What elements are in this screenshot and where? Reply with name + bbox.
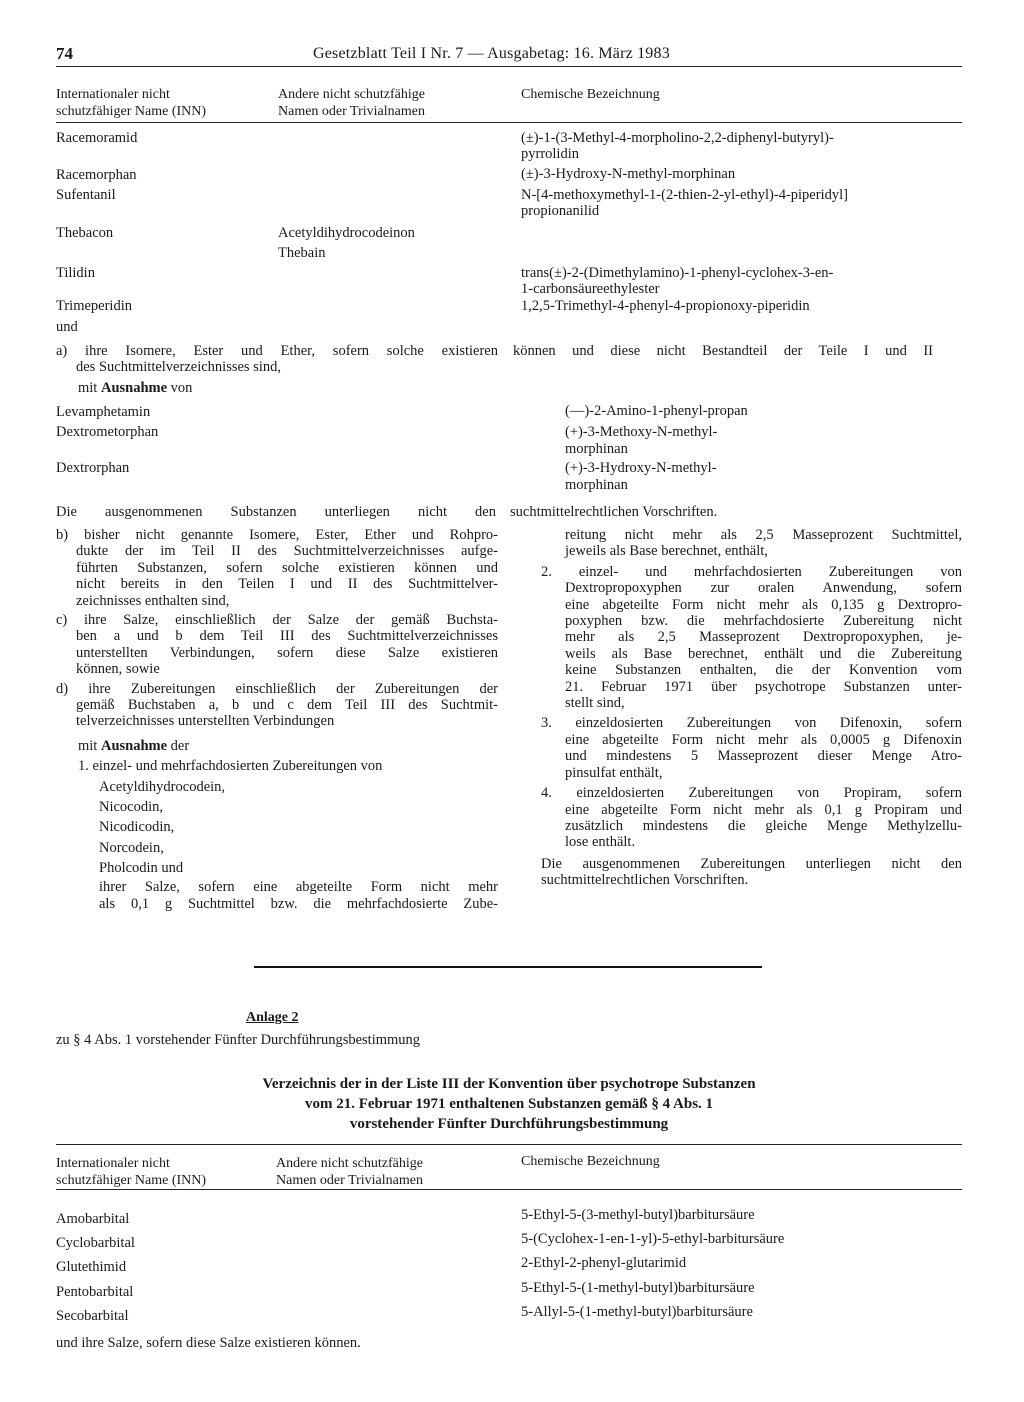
clause-line: zeichnisses enthalten sind, <box>76 592 230 609</box>
clause-line: poxyphen bzw. die mehrfachdosierte Zubereitung nicht <box>565 613 962 630</box>
table-cell-chem: 5-(Cyclohex-1-en-1-yl)-5-ethyl-barbitursäure <box>521 1231 785 1248</box>
list-item: Nicocodin, <box>99 799 164 816</box>
clause-line: pinsulfat enthält, <box>565 764 663 781</box>
text-fragment: mit <box>78 737 101 754</box>
item-4 <box>541 785 962 851</box>
col-header-other-line: Namen oder Trivialnamen <box>278 104 425 119</box>
excluded-text-left: Die ausgenommenen Substanzen unterliegen nicht den <box>56 504 496 520</box>
table-cell-inn: Pentobarbital <box>56 1283 134 1300</box>
exception-chem: (+)-3-Methoxy-N-methyl- <box>565 424 718 440</box>
exception-name: Dextrometorphan <box>56 424 159 440</box>
und-label: und <box>56 319 78 335</box>
inn-racemoramid: Racemoramid <box>56 130 138 146</box>
clause-d <box>56 681 498 730</box>
exception-name: Dextrorphan <box>56 460 130 476</box>
col-header-chem: Chemische Bezeichnung <box>521 87 660 102</box>
list-item: Pholcodin und <box>99 860 184 877</box>
t2-col-header-chem: Chemische Bezeichnung <box>521 1154 660 1169</box>
clause-b <box>56 527 498 609</box>
col-header-other <box>278 86 425 120</box>
exception-chem: (—)-2-Amino-1-phenyl-propan <box>565 403 748 419</box>
clause-line: 2. einzel- und mehrfachdosierten Zubereitungen von <box>541 563 962 580</box>
chem-trimeperidin: 1,2,5-Trimethyl-4-phenyl-4-propionoxy-piperidin <box>521 298 810 314</box>
col-header-inn-line: schutzfähiger Name (INN) <box>56 104 207 119</box>
section-divider <box>254 966 762 968</box>
mit-ausnahme-der <box>56 738 498 755</box>
clause-line: jeweils als Base berechnet, enthält, <box>565 543 768 560</box>
clause-line: b) bisher nicht genannte Isomere, Ester, Ether und Rohpro- <box>56 527 498 543</box>
col-header-other-line: Andere nicht schutzfähige <box>278 87 425 102</box>
clause-line: eine abgeteilte Form nicht mehr als 0,0005 g Difenoxin <box>565 731 962 748</box>
clause-line: gemäß Buchstaben a, b und c dem Teil III des Suchtmit- <box>76 697 498 714</box>
header-rule <box>56 66 962 67</box>
col-header-other-line: Namen oder Trivialnamen <box>276 1173 423 1188</box>
clause-line: telverzeichnisses unterstellten Verbindungen <box>76 713 335 730</box>
right-column <box>541 527 962 889</box>
table2-top-rule <box>56 1144 962 1145</box>
item-2 <box>541 564 962 712</box>
table-cell-inn: Secobarbital <box>56 1307 129 1324</box>
text-fragment: der <box>167 737 190 754</box>
clause-line: 3. einzeldosierten Zubereitungen von Difenoxin, sofern <box>541 715 962 732</box>
heading-line: vom 21. Februar 1971 enthaltenen Substanzen gemäß § 4 Abs. 1 <box>304 1096 714 1112</box>
table2-footer: und ihre Salze, sofern diese Salze existieren können. <box>56 1335 361 1351</box>
table-cell-chem: 5-Ethyl-5-(1-methyl-butyl)barbitursäure <box>521 1279 755 1296</box>
clause-a-line: des Suchtmittelverzeichnisses sind, <box>76 359 281 375</box>
inn-tilidin: Tilidin <box>56 265 95 281</box>
text-fragment: mit <box>78 380 101 396</box>
excluded-text-right: suchtmittelrechtlichen Vorschriften. <box>510 504 718 520</box>
clause-line: eine abgeteilte Form nicht mehr als 0,135 g Dextropro- <box>565 596 962 613</box>
clause-line: mehr als 2,5 Masseprozent Dextropropoxyphen, je- <box>565 629 962 646</box>
item-1-continued <box>541 527 962 560</box>
chem-sufentanil: N-[4-methoxymethyl-1-(2-thien-2-yl-ethyl)-4-piperidyl] <box>521 187 848 203</box>
clause-a-right: können und diese nicht Bestandteil der Teile I und II <box>513 343 933 359</box>
list-item: Acetyldihydrocodein, <box>99 778 226 795</box>
col-header-other-line: Andere nicht schutzfähige <box>276 1156 423 1171</box>
chem-racemoramid-cont: pyrrolidin <box>521 146 579 162</box>
item-1-tail <box>56 879 498 913</box>
clause-line: keine Substanzen enthalten, die der Konvention vom <box>565 662 962 679</box>
chem-sufentanil-cont: propionanilid <box>521 203 600 219</box>
inn-thebacon: Thebacon <box>56 225 114 241</box>
inn-trimeperidin: Trimeperidin <box>56 298 132 314</box>
clause-line: ihrer Salze, sofern eine abgeteilte Form nicht mehr <box>99 878 498 895</box>
table-cell-inn: Cyclobarbital <box>56 1235 135 1252</box>
heading-line: vorstehender Fünfter Durchführungsbestimmung <box>349 1116 669 1132</box>
chem-tilidin: trans(±)-2-(Dimethylamino)-1-phenyl-cyclohex-3-en- <box>521 265 834 281</box>
anlage-reference: zu § 4 Abs. 1 vorstehender Fünfter Durchführungsbestimmung <box>56 1032 421 1048</box>
list-item: Nicodicodin, <box>99 819 175 836</box>
col-header-inn-line: Internationaler nicht <box>56 1156 170 1171</box>
text-fragment-bold: Ausnahme <box>100 737 168 754</box>
col-header-inn-line: Internationaler nicht <box>56 87 170 102</box>
table2-chem-column <box>521 1203 784 1324</box>
table-cell-inn: Glutethimid <box>56 1259 127 1276</box>
table2-inn-column <box>56 1207 135 1328</box>
table2-header-rule <box>56 1189 962 1190</box>
clause-line: ben a und b dem Teil III des Suchtmittelverzeichnisses <box>76 628 498 645</box>
exception-chem-cont: morphinan <box>565 441 628 457</box>
clause-line: können, sowie <box>76 661 160 678</box>
text-fragment-bold: Ausnahme <box>100 380 168 396</box>
mit-ausnahme-von <box>78 380 192 397</box>
chem-racemoramid: (±)-1-(3-Methyl-4-morpholino-2,2-diphenyl-butyryl)- <box>521 130 834 146</box>
clause-line: 21. Februar 1971 über psychotrope Substanzen unter- <box>565 678 962 695</box>
clause-c <box>56 612 498 678</box>
anlage-heading <box>56 1074 962 1134</box>
item-3 <box>541 715 962 781</box>
table-cell-chem: 5-Ethyl-5-(3-methyl-butyl)barbitursäure <box>521 1207 755 1223</box>
exception-chem-cont: morphinan <box>565 477 628 493</box>
clause-line: als 0,1 g Suchtmittel bzw. die mehrfachdosierte Zube- <box>99 895 498 912</box>
heading-line: Verzeichnis der in der Liste III der Konvention über psychotrope Substanzen <box>262 1076 756 1092</box>
clause-line: und mindestens 5 Masseprozent dieser Menge Atro- <box>565 748 962 765</box>
col-header-inn <box>56 86 206 120</box>
t2-col-header-other <box>276 1155 423 1189</box>
clause-line: lose enthält. <box>565 834 636 851</box>
closing-note <box>541 856 962 889</box>
clause-line: c) ihre Salze, einschließlich der Salze der gemäß Buchsta- <box>56 612 498 629</box>
clause-line: weils als Base berechnet, enthält und die Zubereitung <box>565 645 962 662</box>
page-header-title: Gesetzblatt Teil I Nr. 7 — Ausgabetag: 16. März 1983 <box>313 45 670 62</box>
inn-sufentanil: Sufentanil <box>56 187 116 203</box>
exception-chem: (+)-3-Hydroxy-N-methyl- <box>565 460 717 476</box>
col-header-inn-line: schutzfähiger Name (INN) <box>56 1173 207 1188</box>
clause-line: suchtmittelrechtlichen Vorschriften. <box>541 872 749 889</box>
clause-line: d) ihre Zubereitungen einschließlich der Zubereitungen der <box>56 680 498 697</box>
page-number: 74 <box>56 44 73 63</box>
inn-racemorphan: Racemorphan <box>56 167 137 183</box>
clause-line: Dextropropoxyphen zur oralen Anwendung, sofern <box>565 580 962 597</box>
table-cell-chem: 2-Ethyl-2-phenyl-glutarimid <box>521 1255 687 1272</box>
t2-col-header-inn <box>56 1155 206 1189</box>
left-column <box>56 527 498 913</box>
clause-line: nicht bereits in den Teilen I und II des Suchtmittelver- <box>76 576 498 593</box>
clause-line: führten Substanzen, sofern solche existieren können und <box>76 559 498 576</box>
list-item: Norcodein, <box>99 839 164 856</box>
chem-tilidin-cont: 1-carbonsäureethylester <box>521 281 660 297</box>
clause-line: eine abgeteilte Form nicht mehr als 0,1 g Propiram und <box>565 801 962 818</box>
clause-a-line: a) ihre Isomere, Ester und Ether, sofern solche existieren <box>56 343 498 359</box>
chem-racemorphan: (±)-3-Hydroxy-N-methyl-morphinan <box>521 166 736 182</box>
clause-line: zusätzlich mindestens die gleiche Menge Methylzellu- <box>565 817 962 834</box>
clause-line: reitung nicht mehr als 2,5 Masseprozent Suchtmittel, <box>565 527 962 543</box>
clause-line: dukte der im Teil II des Suchtmittelverzeichnisses aufge- <box>76 543 498 560</box>
other-thebacon: Acetyldihydrocodeinon <box>278 225 415 241</box>
clause-line: unterstellten Verbindungen, sofern diese Salze existieren <box>76 644 498 661</box>
table-cell-inn: Amobarbital <box>56 1211 130 1227</box>
table-cell-chem: 5-Allyl-5-(1-methyl-butyl)barbitursäure <box>521 1303 753 1320</box>
other-thebacon-2: Thebain <box>278 245 326 261</box>
item-1-intro: 1. einzel- und mehrfachdosierten Zubereitungen von <box>78 758 383 775</box>
table1-header-rule <box>56 122 962 123</box>
clause-line: 4. einzeldosierten Zubereitungen von Propiram, sofern <box>541 785 962 802</box>
anlage-label: Anlage 2 <box>246 1010 299 1025</box>
text-fragment: von <box>167 380 193 396</box>
exception-name: Levamphetamin <box>56 404 151 420</box>
clause-line: Die ausgenommenen Zubereitungen unterliegen nicht den <box>541 855 962 872</box>
clause-line: stellt sind, <box>565 695 625 712</box>
item-1-list <box>56 777 498 879</box>
